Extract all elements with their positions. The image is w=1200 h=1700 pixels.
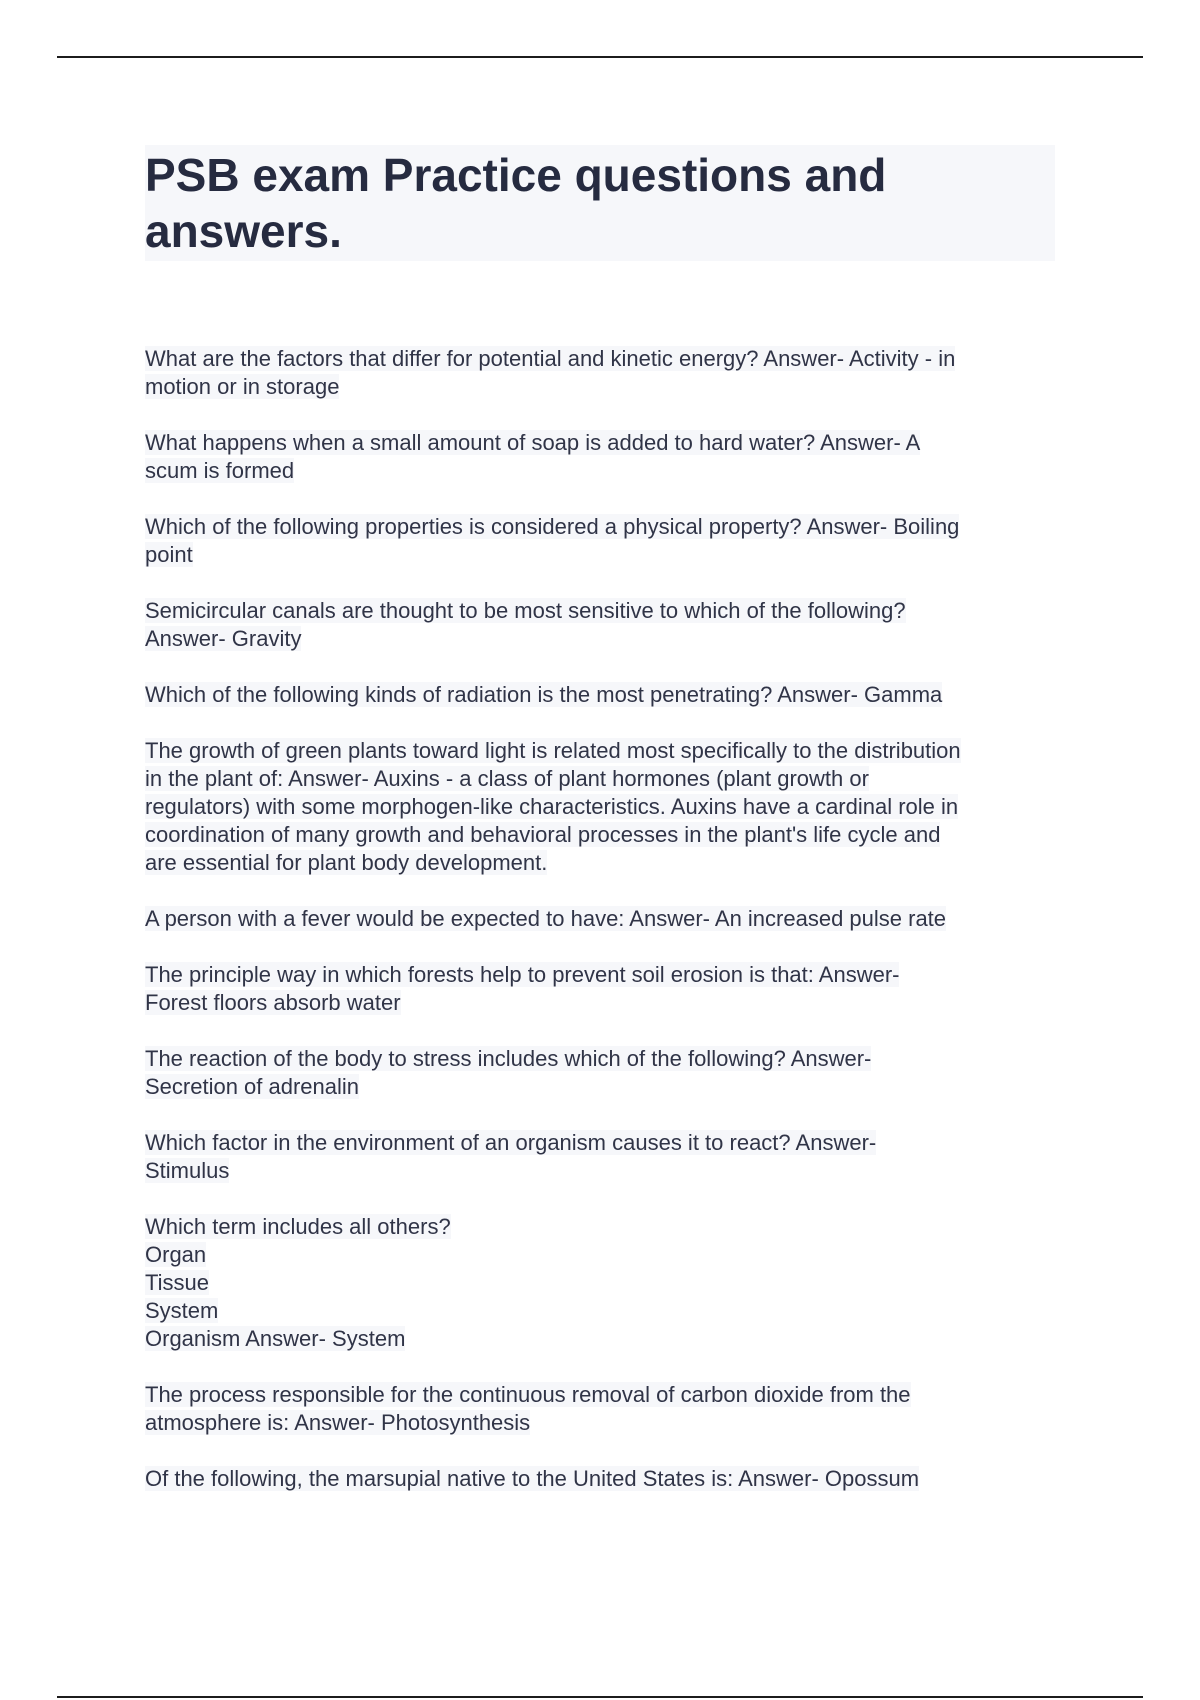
qa-line — [145, 765, 1055, 793]
qa-line — [145, 345, 1055, 373]
qa-line-text: System — [145, 1298, 219, 1323]
qa-line — [145, 429, 1055, 457]
title-block — [145, 145, 1055, 261]
qa-line — [145, 541, 1055, 569]
qa-line — [145, 1129, 1055, 1157]
qa-line — [145, 849, 1055, 877]
qa-line — [145, 625, 1055, 653]
bottom-rule — [57, 1696, 1143, 1698]
page-title: PSB exam Practice questions and answers. — [145, 149, 887, 257]
qa-line-text: The process responsible for the continuous removal of carbon dioxide from the — [145, 1382, 911, 1407]
qa-item — [145, 1381, 1055, 1437]
qa-line — [145, 513, 1055, 541]
qa-line-text: Organ — [145, 1242, 207, 1267]
qa-item — [145, 597, 1055, 653]
qa-line-text: Which factor in the environment of an organism causes it to react? Answer- — [145, 1130, 877, 1155]
qa-item — [145, 681, 1055, 709]
qa-item — [145, 345, 1055, 401]
qa-line — [145, 457, 1055, 485]
qa-line — [145, 1269, 1055, 1297]
qa-line — [145, 1045, 1055, 1073]
qa-line — [145, 1409, 1055, 1437]
qa-item — [145, 1213, 1055, 1353]
qa-line-text: Organism Answer- System — [145, 1326, 406, 1351]
qa-line-text: A person with a fever would be expected to have: Answer- An increased pulse rate — [145, 906, 947, 931]
qa-item — [145, 429, 1055, 485]
qa-line — [145, 989, 1055, 1017]
qa-line — [145, 1325, 1055, 1353]
qa-line — [145, 793, 1055, 821]
qa-item — [145, 1465, 1055, 1493]
qa-line — [145, 1073, 1055, 1101]
qa-line — [145, 597, 1055, 625]
qa-line-text: point — [145, 542, 193, 567]
top-rule — [57, 56, 1143, 58]
qa-list — [145, 345, 1055, 1493]
qa-line-text: Forest floors absorb water — [145, 990, 401, 1015]
qa-item — [145, 905, 1055, 933]
qa-line-text: The reaction of the body to stress includes which of the following? Answer- — [145, 1046, 872, 1071]
qa-line — [145, 373, 1055, 401]
qa-line-text: motion or in storage — [145, 374, 340, 399]
qa-line-text: Tissue — [145, 1270, 209, 1295]
qa-line — [145, 1465, 1055, 1493]
qa-item — [145, 1129, 1055, 1185]
qa-line-text: in the plant of: Answer- Auxins - a class of plant hormones (plant growth or — [145, 766, 869, 791]
qa-line — [145, 1381, 1055, 1409]
qa-line-text: The principle way in which forests help to prevent soil erosion is that: Answer- — [145, 962, 900, 987]
qa-line-text: Of the following, the marsupial native to the United States is: Answer- Opossum — [145, 1466, 920, 1491]
qa-line-text: atmosphere is: Answer- Photosynthesis — [145, 1410, 531, 1435]
qa-line-text: regulators) with some morphogen-like characteristics. Auxins have a cardinal role in — [145, 794, 959, 819]
qa-line — [145, 961, 1055, 989]
qa-line-text: are essential for plant body development. — [145, 850, 548, 875]
qa-line-text: scum is formed — [145, 458, 295, 483]
qa-line-text: Stimulus — [145, 1158, 230, 1183]
qa-line — [145, 905, 1055, 933]
qa-line-text: Which of the following kinds of radiation is the most penetrating? Answer- Gamma — [145, 682, 943, 707]
qa-line-text: Semicircular canals are thought to be most sensitive to which of the following? — [145, 598, 906, 623]
qa-line-text: Which term includes all others? — [145, 1214, 451, 1239]
qa-item — [145, 737, 1055, 877]
qa-line-text: Which of the following properties is considered a physical property? Answer- Boiling — [145, 514, 960, 539]
qa-line — [145, 737, 1055, 765]
qa-item — [145, 513, 1055, 569]
qa-line-text: The growth of green plants toward light is related most specifically to the distribution — [145, 738, 961, 763]
qa-item — [145, 961, 1055, 1017]
qa-line-text: coordination of many growth and behavioral processes in the plant's life cycle and — [145, 822, 941, 847]
qa-line — [145, 681, 1055, 709]
qa-line — [145, 821, 1055, 849]
document-body — [145, 145, 1055, 1521]
qa-line-text: What are the factors that differ for potential and kinetic energy? Answer- Activity - in — [145, 346, 956, 371]
qa-line — [145, 1297, 1055, 1325]
qa-line-text: Secretion of adrenalin — [145, 1074, 360, 1099]
qa-line-text: Answer- Gravity — [145, 626, 302, 651]
qa-line — [145, 1213, 1055, 1241]
qa-line — [145, 1241, 1055, 1269]
qa-line-text: What happens when a small amount of soap is added to hard water? Answer- A — [145, 430, 921, 455]
qa-line — [145, 1157, 1055, 1185]
qa-item — [145, 1045, 1055, 1101]
